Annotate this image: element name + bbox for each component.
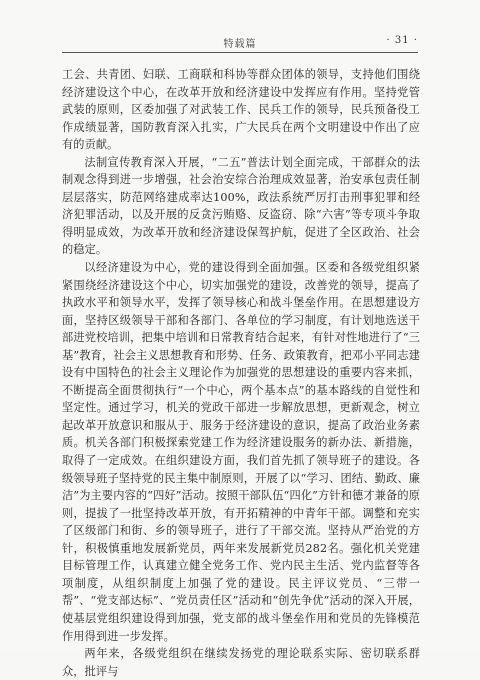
paragraph-4: 两年来，各级党组织在继续发扬党的理论联系实际、密切联系群众，批评与	[62, 647, 420, 678]
paragraph-2: 法制宣传教育深入开展，“二五”普法计划全面完成，干部群众的法制观念得到进一步增强，社会治安综合治理成效显著，治安承包责任制层层落实，防范网络建成率达100%，政法系统严厉打击刑事犯罪和经济犯罪活动，以及开展的反贪污贿赂、反盗窃、除“六害”等专项斗争取得明显成效，为改革开放和经济建设保驾护航，促进了全区政治、社会的稳定。	[62, 155, 420, 257]
running-header	[62, 34, 418, 53]
paragraph-1: 工会、共青团、妇联、工商联和科协等群众团体的领导，支持他们围绕经济建设这个中心，在改革开放和经济建设中发挥应有作用。坚持党管武装的原则，区委加强了对武装工作、民兵工作的领导，民兵预备役工作成绩显著，国防教育深入扎实，广大民兵在两个文明建设中作出了应有的贡献。	[62, 68, 420, 152]
page-number: · 31 ·	[386, 35, 418, 46]
body-text	[62, 66, 420, 680]
paragraph-3: 以经济建设为中心，党的建设得到全面加强。区委和各级党组织紧紧围绕经济建设这个中心，切实加强党的建设，改善党的领导，提高了执政水平和领导水平，发挥了领导核心和战斗堡垒作用。在思想建设方面，坚持区级领导干部和各部门、各单位的学习制度，有计划地选送干部进党校培训，把集中培训和日常教育结合起来，有针对性地进行了“三基”教育，社会主义思想教育和形势、任务、政策教育，把邓小平同志建设有中国特色的社会主义理论作为加强党的思想建设的重要内容来抓，不断提高全面贯彻执行“一个中心，两个基本点”的基本路线的自觉性和坚定性。通过学习，机关的党政干部进一步解放思想，更新观念，树立起改革开放意识和服从于、服务于经济建设的意识，提高了政治业务素质。机关各部门积极探索党建工作为经济建设服务的新办法、新措施，取得了一定成效。在组织建设方面，我们首先抓了领导班子的建设。各级领导班子坚持党的民主集中制原则，开展了以“学习、团结、勤政、廉洁”为主要内容的“四好”活动。按照干部队伍“四化”方针和德才兼备的原则，提拔了一批坚持改革开放，有开拓精神的中青年干部。调整和充实了区级部门和街、乡的领导班子，进行了干部交流。坚持从严治党的方针，积极慎重地发展新党员，两年来发展新党员282名。强化机关党建目标管理工作，认真建立健全党务工作、党内民主生活、党内监督等各项制度，从组织制度上加强了党的建设。民主评议党员、“三带一帮”、“党支部达标”、“党员责任区”活动和“创先争优”活动的深入开展，使基层党组织建设得到加强，党支部的战斗堡垒作用和党员的先锋模范作用得到进一步发挥。	[62, 261, 420, 643]
section-title: 特载篇	[223, 39, 257, 50]
